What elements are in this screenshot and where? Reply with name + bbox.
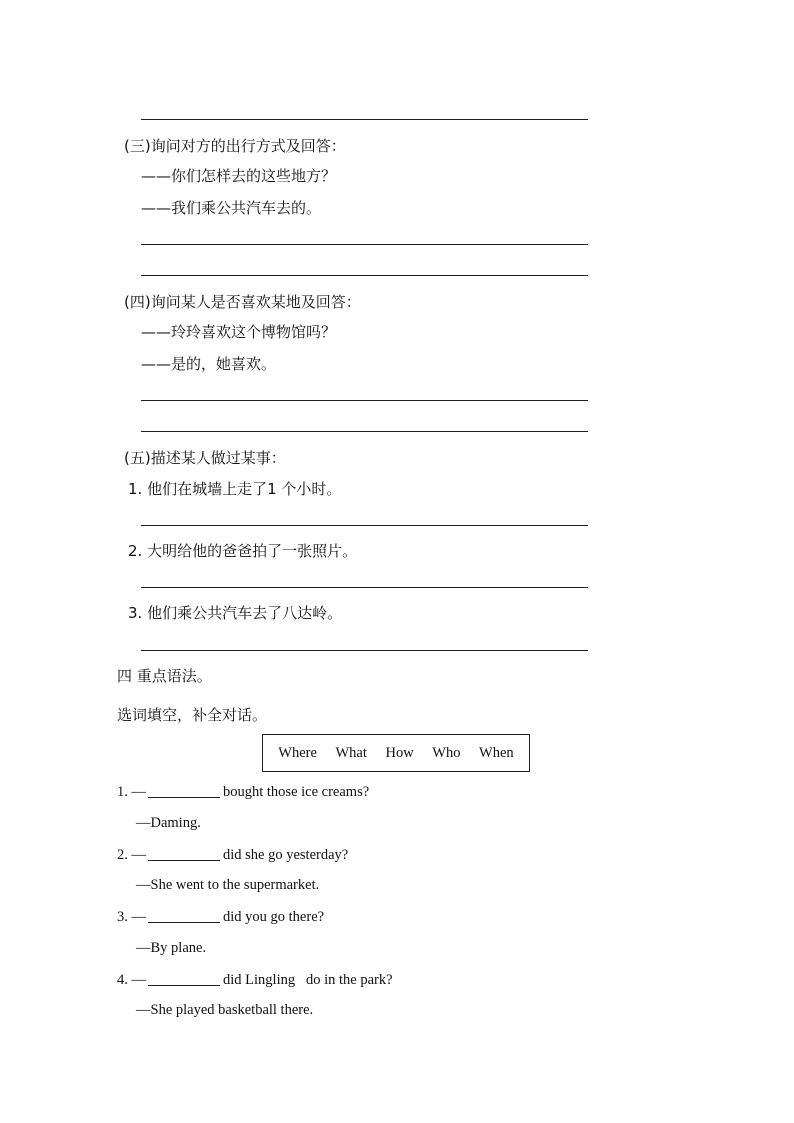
answer-line[interactable]	[141, 244, 588, 245]
answer-line[interactable]	[141, 400, 588, 401]
question-1	[117, 783, 369, 801]
question-text: did Lingling do in the park?	[223, 972, 393, 988]
fill-blank[interactable]	[148, 908, 220, 923]
word-bank-item: What	[335, 744, 367, 761]
fill-blank[interactable]	[148, 783, 220, 798]
answer-line[interactable]	[141, 587, 588, 588]
part4-heading: 四 重点语法。	[117, 667, 212, 685]
answer-line[interactable]	[141, 119, 588, 120]
word-bank-item: Who	[432, 744, 461, 761]
word-bank-item: When	[479, 744, 514, 761]
answer-line[interactable]	[141, 431, 588, 432]
answer-3: —By plane.	[136, 940, 207, 956]
answer-4: —She played basketball there.	[136, 1002, 314, 1018]
answer-2: —She went to the supermarket.	[136, 877, 320, 893]
section3-answer: ——我们乘公共汽车去的。	[141, 199, 322, 217]
section5-item-2: 2. 大明给他的爸爸拍了一张照片。	[128, 542, 358, 560]
word-bank	[262, 734, 530, 772]
question-number: 2. —	[117, 847, 146, 863]
answer-line[interactable]	[141, 525, 588, 526]
question-number: 4. —	[117, 972, 146, 988]
answer-line[interactable]	[141, 650, 588, 651]
question-number: 3. —	[117, 909, 146, 925]
part4-instruction: 选词填空，补全对话。	[117, 706, 268, 724]
section5-item-3: 3. 他们乘公共汽车去了八达岭。	[128, 604, 343, 622]
answer-line[interactable]	[141, 275, 588, 276]
question-3	[117, 908, 324, 926]
word-bank-item: Where	[278, 744, 317, 761]
section3-heading: (三)询问对方的出行方式及回答：	[124, 137, 346, 155]
answer-1: —Daming.	[136, 815, 201, 831]
section4-answer: ——是的，她喜欢。	[141, 355, 277, 373]
section4-heading: (四)询问某人是否喜欢某地及回答：	[124, 293, 361, 311]
fill-blank[interactable]	[148, 846, 220, 861]
question-text: did you go there?	[223, 909, 325, 925]
question-2	[117, 846, 348, 864]
section3-question: ——你们怎样去的这些地方？	[141, 167, 337, 185]
section4-question: ——玲玲喜欢这个博物馆吗？	[141, 323, 337, 341]
question-4	[117, 971, 393, 989]
word-bank-item: How	[385, 744, 414, 761]
question-text: bought those ice creams?	[223, 784, 370, 800]
section5-heading: (五)描述某人做过某事：	[124, 449, 286, 467]
section5-item-1: 1. 他们在城墙上走了1 个小时。	[128, 480, 342, 498]
question-text: did she go yesterday?	[223, 847, 349, 863]
fill-blank[interactable]	[148, 971, 220, 986]
question-number: 1. —	[117, 784, 146, 800]
